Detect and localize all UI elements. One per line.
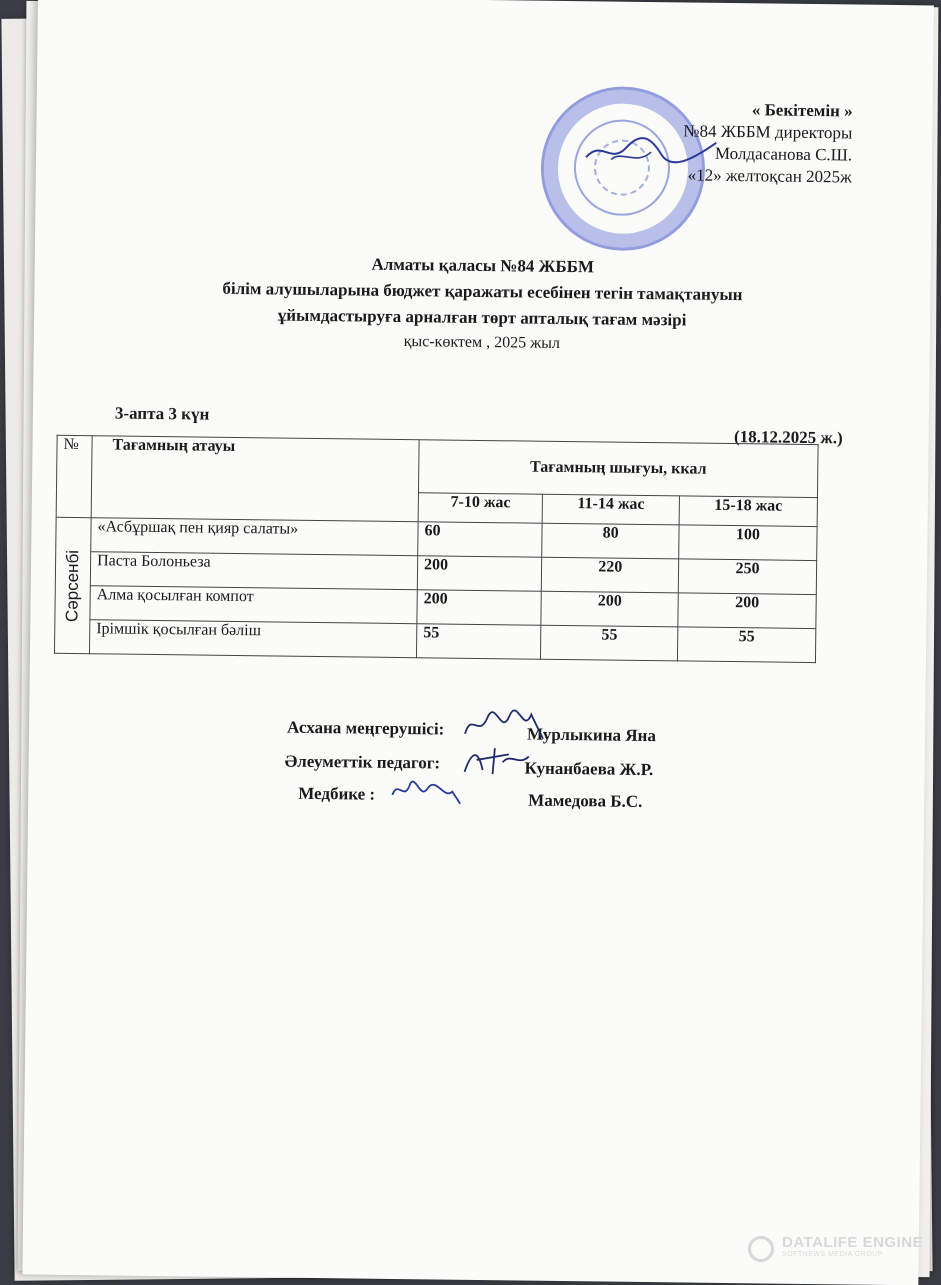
dish-name: Паста Болоньеза	[90, 552, 417, 590]
col-number-header: №	[56, 435, 92, 517]
document-title: білім алушыларына бюджет қаражаты есебінен тегін тамақтануын	[222, 278, 743, 305]
dish-value: 100	[679, 525, 817, 561]
dish-name: Алма қосылған компот	[90, 586, 417, 624]
signature-scribble	[461, 708, 551, 743]
season-label: қыс-көктем , 2025 жыл	[403, 333, 561, 352]
dish-value: 200	[417, 590, 542, 626]
document-page	[22, 0, 934, 1285]
dish-value: 55	[416, 624, 541, 660]
dish-value: 220	[542, 557, 679, 593]
dish-value: 55	[677, 627, 815, 663]
signature-name: Мамедова Б.С.	[528, 790, 643, 811]
director-signature	[581, 129, 721, 171]
approval-line: «12» желтоқсан 2025ж	[687, 165, 852, 187]
day-label: Сәрсенбі	[62, 549, 83, 622]
signature-role: Асхана меңгерушісі:	[286, 717, 445, 739]
dish-value: 250	[678, 559, 816, 595]
age-group-header: 7-10 жас	[418, 493, 543, 524]
col-yield-header: Тағамның шығуы, ккал	[418, 440, 818, 498]
signature-name: Кунанбаева Ж.Р.	[524, 758, 654, 780]
watermark-subtitle: SOFTNEWS MEDIA GROUP	[782, 1251, 884, 1258]
signature-scribble	[458, 742, 538, 779]
signature-scribble	[386, 773, 466, 810]
dish-value: 200	[541, 591, 678, 627]
day-cell	[54, 517, 91, 653]
signature-role: Медбике :	[298, 783, 376, 804]
dish-value: 200	[678, 593, 816, 629]
approval-heading: « Бекітемін »	[751, 100, 853, 121]
col-name-header: Тағамның атауы	[91, 436, 419, 522]
week-label: 3-апта 3 күн	[114, 403, 210, 424]
watermark	[748, 1234, 923, 1258]
approval-line: №84 ЖББМ директоры	[683, 121, 853, 143]
dish-name: «Асбұршақ пен қияр салаты»	[91, 518, 418, 556]
date-label: (18.12.2025 ж.)	[733, 427, 843, 448]
age-group-header: 11-14 жас	[543, 494, 680, 525]
watermark-title: DATALIFE ENGINE	[782, 1234, 924, 1251]
approval-line: Молдасанова С.Ш.	[714, 143, 853, 165]
document-title: ұйымдастыруға арналған төрт апталық тағам мәзірі	[277, 305, 687, 330]
watermark-logo-icon	[748, 1236, 774, 1262]
dish-value: 200	[417, 556, 542, 592]
signature-name: Мурлыкина Яна	[526, 724, 657, 746]
dish-value: 55	[541, 625, 678, 661]
dish-value: 60	[418, 522, 543, 558]
signature-role: Әлеуметтік педагог:	[284, 751, 441, 773]
age-group-header: 15-18 жас	[679, 496, 817, 527]
menu-table	[54, 435, 819, 663]
dish-value: 80	[542, 523, 679, 559]
dish-name: Ірімшік қосылған бәліш	[89, 620, 416, 658]
document-title: Алматы қаласы №84 ЖББМ	[371, 254, 595, 277]
table-header-row	[57, 435, 819, 497]
